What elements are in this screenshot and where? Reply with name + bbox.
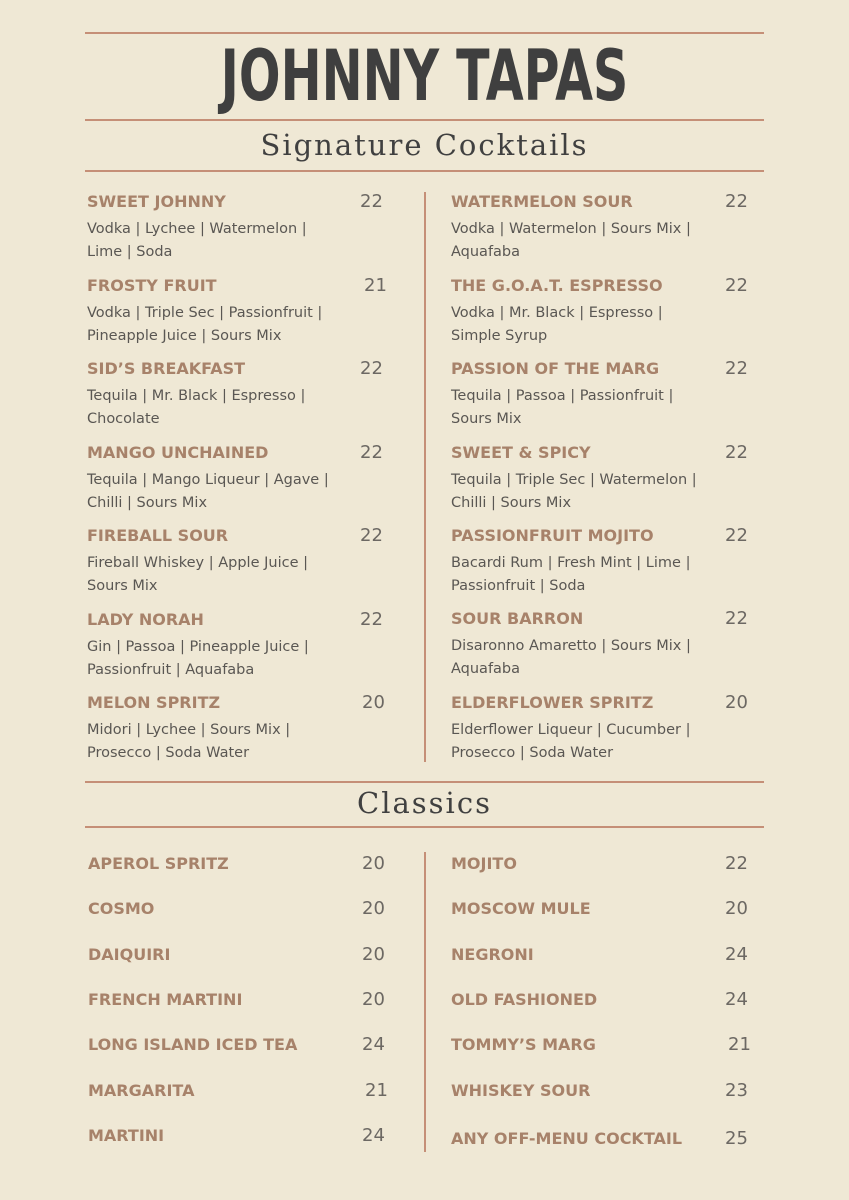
item-price: 22 — [725, 442, 748, 463]
item-desc-line: Passionfruit | Soda — [451, 578, 586, 594]
item-price: 22 — [725, 358, 748, 379]
item-desc-line: Vodka | Mr. Black | Espresso | — [451, 305, 663, 321]
item-name: NEGRONI — [451, 945, 534, 964]
item-name: LADY NORAH — [87, 610, 204, 629]
menu-item — [451, 1129, 751, 1149]
menu-item — [451, 1035, 751, 1055]
item-price: 24 — [362, 1125, 385, 1146]
item-price: 24 — [725, 944, 748, 965]
menu-item — [87, 610, 387, 682]
item-desc-line: Simple Syrup — [451, 328, 548, 344]
item-price: 21 — [364, 275, 387, 296]
item-desc-line: Vodka | Triple Sec | Passionfruit | — [87, 305, 323, 321]
menu-item — [451, 359, 751, 431]
item-desc-line: Aquafaba — [451, 244, 521, 260]
item-price: 21 — [365, 1080, 388, 1101]
menu-item — [88, 1126, 388, 1146]
item-name: WHISKEY SOUR — [451, 1081, 591, 1100]
item-name: MARTINI — [88, 1126, 165, 1145]
menu-item — [87, 693, 387, 765]
item-price: 22 — [360, 609, 383, 630]
item-desc-line: Lime | Soda — [87, 244, 173, 260]
item-price: 22 — [360, 442, 383, 463]
item-name: SWEET JOHNNY — [87, 192, 226, 211]
signature-column-divider — [424, 192, 426, 762]
menu-item — [451, 854, 751, 874]
menu-item — [87, 443, 387, 515]
item-price: 20 — [725, 898, 748, 919]
menu-item — [451, 526, 751, 598]
item-price: 22 — [725, 853, 748, 874]
item-price: 20 — [362, 989, 385, 1010]
menu-item — [451, 945, 751, 965]
menu-item — [451, 276, 751, 348]
item-price: 22 — [360, 191, 383, 212]
classics-section-title: Classics — [357, 786, 492, 820]
item-desc-line: Vodka | Watermelon | Sours Mix | — [451, 221, 691, 237]
menu-item — [451, 192, 751, 264]
item-name: MOJITO — [451, 854, 517, 873]
menu-item — [451, 609, 751, 681]
item-desc-line: Prosecco | Soda Water — [451, 745, 614, 761]
item-name: LONG ISLAND ICED TEA — [88, 1035, 298, 1054]
item-desc-line: Tequila | Mango Liqueur | Agave | — [87, 472, 329, 488]
menu-item — [451, 443, 751, 515]
item-name: OLD FASHIONED — [451, 990, 598, 1009]
item-name: MANGO UNCHAINED — [87, 443, 269, 462]
item-price: 20 — [362, 853, 385, 874]
top-rule — [85, 32, 764, 34]
item-price: 22 — [725, 275, 748, 296]
item-name: FIREBALL SOUR — [87, 526, 229, 545]
menu-item — [451, 990, 751, 1010]
item-desc-line: Midori | Lychee | Sours Mix | — [87, 722, 291, 738]
menu-item — [88, 990, 388, 1010]
restaurant-title: JOHNNY TAPAS — [220, 35, 629, 117]
menu-item — [87, 526, 387, 598]
item-price: 22 — [725, 608, 748, 629]
menu-item — [451, 1081, 751, 1101]
item-price: 20 — [362, 692, 385, 713]
item-desc-line: Chilli | Sours Mix — [87, 495, 208, 511]
item-desc-line: Elderflower Liqueur | Cucumber | — [451, 722, 691, 738]
item-desc-line: Vodka | Lychee | Watermelon | — [87, 221, 307, 237]
item-desc-line: Chocolate — [87, 411, 160, 427]
signature-section-title: Signature Cocktails — [260, 128, 589, 162]
item-name: THE G.O.A.T. ESPRESSO — [451, 276, 663, 295]
item-price: 21 — [728, 1034, 751, 1055]
menu-item — [88, 854, 388, 874]
item-desc-line: Prosecco | Soda Water — [87, 745, 250, 761]
item-name: DAIQUIRI — [88, 945, 171, 964]
item-desc-line: Fireball Whiskey | Apple Juice | — [87, 555, 308, 571]
menu-item — [451, 899, 751, 919]
classics-top-rule — [85, 781, 764, 783]
item-name: ELDERFLOWER SPRITZ — [451, 693, 654, 712]
item-name: SWEET & SPICY — [451, 443, 591, 462]
menu-item — [87, 276, 387, 348]
item-desc-line: Sours Mix — [87, 578, 158, 594]
item-name: WATERMELON SOUR — [451, 192, 633, 211]
menu-item — [451, 693, 751, 765]
item-price: 23 — [725, 1080, 748, 1101]
item-desc-line: Disaronno Amaretto | Sours Mix | — [451, 638, 691, 654]
item-price: 20 — [725, 692, 748, 713]
item-desc-line: Passionfruit | Aquafaba — [87, 662, 255, 678]
item-name: MELON SPRITZ — [87, 693, 221, 712]
item-desc-line: Bacardi Rum | Fresh Mint | Lime | — [451, 555, 691, 571]
item-price: 20 — [362, 898, 385, 919]
item-name: MOSCOW MULE — [451, 899, 591, 918]
item-desc-line: Tequila | Mr. Black | Espresso | — [87, 388, 306, 404]
item-price: 22 — [725, 191, 748, 212]
item-price: 22 — [360, 358, 383, 379]
item-price: 20 — [362, 944, 385, 965]
item-name: APEROL SPRITZ — [88, 854, 229, 873]
item-desc-line: Tequila | Triple Sec | Watermelon | — [451, 472, 697, 488]
classics-rule — [85, 826, 764, 828]
item-name: PASSIONFRUIT MOJITO — [451, 526, 654, 545]
item-name: SID’S BREAKFAST — [87, 359, 246, 378]
item-name: PASSION OF THE MARG — [451, 359, 660, 378]
item-desc-line: Sours Mix — [451, 411, 522, 427]
signature-rule — [85, 170, 764, 172]
item-price: 25 — [725, 1128, 748, 1149]
menu-item — [87, 359, 387, 431]
item-desc-line: Chilli | Sours Mix — [451, 495, 572, 511]
item-name: FROSTY FRUIT — [87, 276, 217, 295]
classics-column-divider — [424, 852, 426, 1152]
menu-item — [87, 192, 387, 264]
item-price: 24 — [362, 1034, 385, 1055]
menu-item — [88, 945, 388, 965]
item-desc-line: Gin | Passoa | Pineapple Juice | — [87, 639, 309, 655]
item-desc-line: Aquafaba — [451, 661, 521, 677]
title-rule — [85, 119, 764, 121]
item-name: TOMMY’S MARG — [451, 1035, 596, 1054]
item-price: 22 — [725, 525, 748, 546]
menu-item — [88, 899, 388, 919]
item-name: COSMO — [88, 899, 155, 918]
menu-item — [88, 1035, 388, 1055]
item-price: 22 — [360, 525, 383, 546]
item-name: SOUR BARRON — [451, 609, 584, 628]
item-desc-line: Tequila | Passoa | Passionfruit | — [451, 388, 674, 404]
menu-item — [88, 1081, 388, 1101]
item-name: MARGARITA — [88, 1081, 195, 1100]
item-desc-line: Pineapple Juice | Sours Mix — [87, 328, 282, 344]
item-price: 24 — [725, 989, 748, 1010]
item-name: FRENCH MARTINI — [88, 990, 243, 1009]
item-name: ANY OFF-MENU COCKTAIL — [451, 1129, 683, 1148]
